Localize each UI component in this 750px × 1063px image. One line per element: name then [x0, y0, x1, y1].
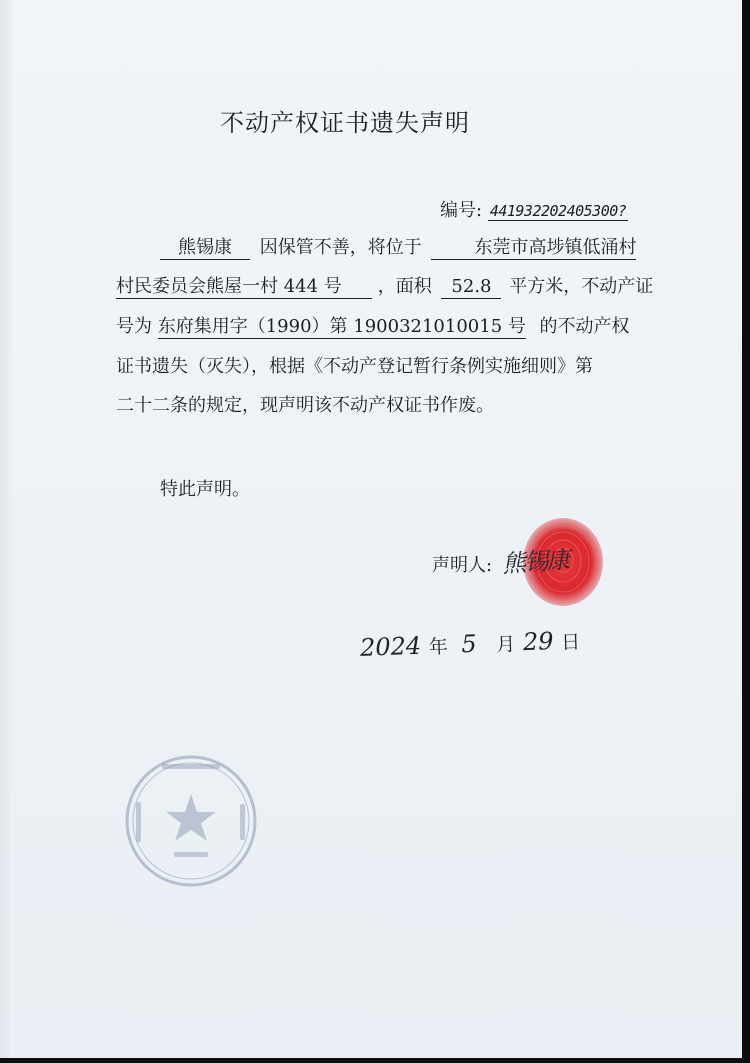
official-stamp-icon	[122, 752, 260, 890]
body-text-2: ，面积	[377, 276, 432, 297]
area-value: 52.8	[441, 276, 501, 299]
date-year-unit: 年	[428, 635, 449, 659]
body-line-3	[116, 315, 629, 339]
document-number-value: 441932202405300?	[489, 202, 627, 220]
date-month-unit: 月	[495, 633, 516, 657]
body-text-3: 平方米，不动产证	[509, 276, 654, 297]
body-line-1	[160, 236, 636, 260]
signature: 熊锡康	[501, 545, 570, 579]
scan-edge	[0, 0, 14, 1058]
date-year: 2024	[359, 631, 422, 662]
body-line-4: 证书遗失（灭失），根据《不动产登记暂行条例实施细则》第	[116, 356, 593, 377]
body-text-1: 因保管不善，将位于	[259, 237, 422, 258]
date-day-unit: 日	[560, 631, 581, 654]
body-line-5: 二十二条的规定，现声明该不动产权证书作废。	[116, 395, 494, 416]
document-title: 不动产权证书遗失声明	[220, 109, 470, 137]
declarant-label: 声明人:	[432, 555, 493, 576]
document-number	[440, 196, 628, 222]
certificate-number: 东府集用字（1990）第 1900321010015 号	[157, 316, 526, 337]
document-number-label: 编号:	[440, 200, 483, 221]
body-text-4: 号为	[116, 316, 152, 337]
declaration-date	[360, 626, 581, 662]
address-part-2: 村民委员会熊屋一村 444 号	[116, 276, 372, 299]
date-month: 5	[460, 629, 478, 659]
closing-statement: 特此声明。	[160, 479, 250, 500]
body-text-5: 的不动产权	[539, 316, 630, 337]
owner-name: 熊锡康	[160, 237, 250, 260]
address-part-1: 东莞市高埗镇低涌村	[431, 237, 636, 260]
body-line-2	[116, 275, 653, 299]
date-day: 29	[522, 627, 554, 657]
